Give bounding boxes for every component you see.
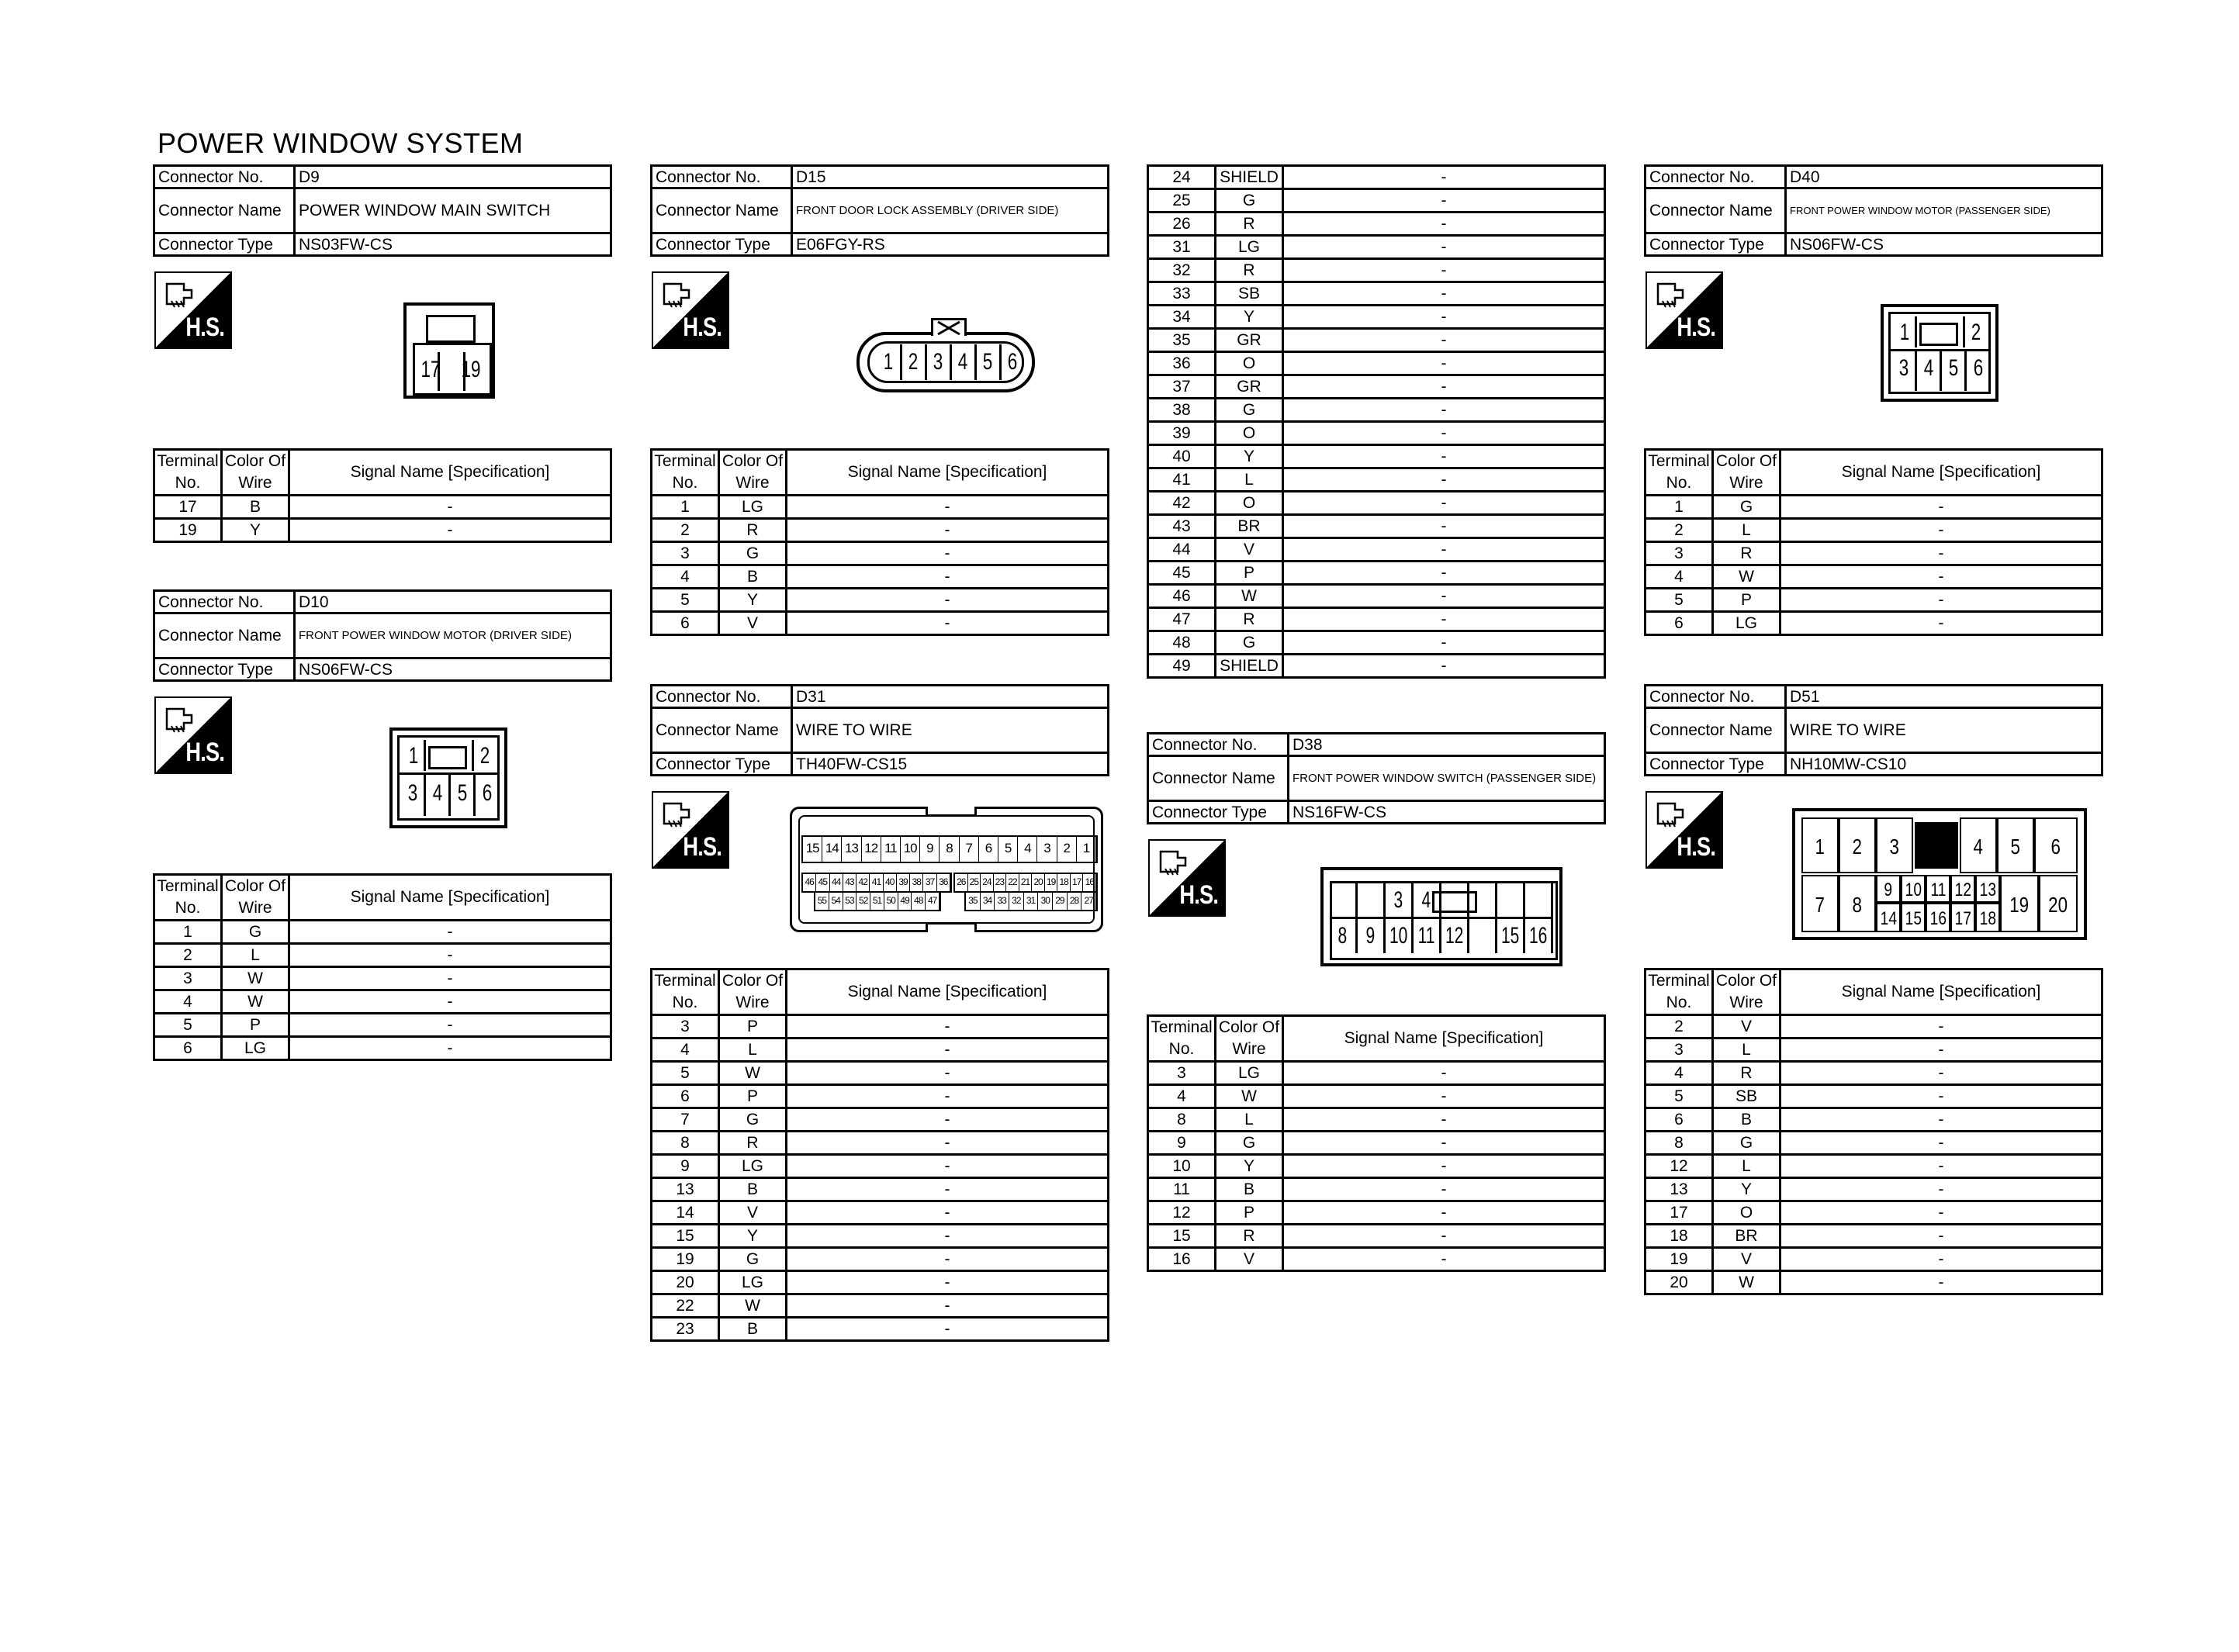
d15-pin: 2 (908, 349, 919, 375)
d31-pin: 55 (815, 893, 829, 910)
d31-pin: 34 (981, 893, 995, 910)
d31-pin: 11 (881, 837, 901, 862)
d15-pin: 5 (982, 349, 993, 375)
d15-connector-type: E06FGY-RS (792, 233, 1109, 256)
table-row: 8 G - (1646, 1132, 2102, 1155)
table-row: 15 R - (1148, 1225, 1605, 1248)
table-row: 1 G - (154, 921, 611, 944)
d40-pin: 3 (1898, 355, 1909, 381)
d51-pin: 8 (1839, 875, 1876, 932)
color-header: Color Of Wire (1216, 1016, 1283, 1062)
d38-empty-cavity (1497, 883, 1525, 918)
d31-pin: 41 (870, 874, 883, 891)
d31-pin: 27 (1081, 893, 1096, 910)
d15-terminal-table (650, 448, 1109, 636)
table-row: 41 L - (1148, 468, 1605, 492)
signal-header: Signal Name [Specification] (289, 875, 611, 921)
d38-key (1441, 883, 1469, 918)
connector-type-label: Connector Type (1646, 233, 1786, 256)
page-title: POWER WINDOW SYSTEM (157, 127, 524, 159)
table-row: 19 G - (652, 1248, 1109, 1271)
d15-connector-name: FRONT DOOR LOCK ASSEMBLY (DRIVER SIDE) (792, 188, 1109, 233)
d38-pin: 4 (1414, 883, 1441, 918)
table-row: 12 L - (1646, 1155, 2102, 1178)
harness-side-icon: H.S. (154, 696, 232, 774)
d31-terminal-table-continued (1147, 164, 1606, 679)
d9-connector-name: POWER WINDOW MAIN SWITCH (295, 188, 611, 233)
connector-no-label: Connector No. (652, 686, 792, 708)
d38-pin: 11 (1414, 919, 1441, 953)
d51-pin: 18 (1975, 903, 2000, 932)
d40-connector-face (1881, 304, 1998, 402)
d51-terminal-table (1644, 968, 2103, 1295)
table-row: 4 R - (1646, 1062, 2102, 1085)
d51-header (1644, 684, 2103, 776)
d38-pin: 15 (1497, 919, 1525, 953)
d31-pin: 32 (1009, 893, 1024, 910)
d31-pin: 26 (955, 874, 968, 891)
d31-pin: 33 (995, 893, 1009, 910)
table-row: 13 Y - (1646, 1178, 2102, 1201)
d51-connector-face (1792, 808, 2087, 940)
table-row: 2 L - (1646, 519, 2102, 542)
d31-pin: 37 (923, 874, 936, 891)
color-header: Color Of Wire (719, 969, 787, 1015)
table-row: 25 G - (1148, 189, 1605, 213)
table-row: 35 GR - (1148, 329, 1605, 352)
table-row: 12 P - (1148, 1201, 1605, 1225)
d40-pin: 1 (1899, 320, 1910, 345)
connector-name-label: Connector Name (1148, 756, 1289, 801)
d31-pin: 12 (862, 837, 881, 862)
connector-type-label: Connector Type (652, 753, 792, 776)
table-row: 49 SHIELD - (1148, 655, 1605, 678)
table-row: 17 B - (154, 496, 611, 519)
d31-pin: 14 (822, 837, 842, 862)
table-row: 26 R - (1148, 213, 1605, 236)
d31-pin: 2 (1057, 837, 1077, 862)
connector-name-label: Connector Name (1646, 708, 1786, 753)
harness-side-icon: H.S. (652, 271, 729, 349)
table-row: 40 Y - (1148, 445, 1605, 468)
table-row: 13 B - (652, 1178, 1109, 1201)
d31-pin: 44 (830, 874, 843, 891)
d31-pin: 13 (842, 837, 861, 862)
d31-pin: 8 (940, 837, 959, 862)
d40-terminal-table (1644, 448, 2103, 636)
d40-pin: 5 (1948, 355, 1959, 381)
d31-pin: 42 (856, 874, 870, 891)
d9-connector-no: D9 (295, 166, 611, 188)
d51-pin: 14 (1876, 903, 1901, 932)
signal-header: Signal Name [Specification] (787, 450, 1109, 496)
d51-pin: 19 (2000, 875, 2039, 932)
d38-pin: 12 (1441, 919, 1469, 953)
table-row: 6 LG - (1646, 612, 2102, 635)
table-row: 23 B - (652, 1318, 1109, 1341)
d51-pin: 2 (1839, 817, 1876, 873)
table-row: 15 Y - (652, 1225, 1109, 1248)
d15-pin: 6 (1007, 349, 1018, 375)
table-row: 39 O - (1148, 422, 1605, 445)
table-row: 20 LG - (652, 1271, 1109, 1294)
d31-pin: 51 (870, 893, 884, 910)
connector-type-label: Connector Type (1148, 801, 1289, 824)
table-row: 4 W - (1646, 565, 2102, 589)
table-row: 31 LG - (1148, 236, 1605, 259)
table-row: 48 G - (1148, 631, 1605, 655)
connector-type-label: Connector Type (652, 233, 792, 256)
d31-pin: 50 (884, 893, 898, 910)
d31-pin: 24 (981, 874, 994, 891)
d31-pin: 18 (1057, 874, 1071, 891)
table-row: 45 P - (1148, 562, 1605, 585)
d38-connector-face (1320, 867, 1562, 966)
d31-pin: 52 (856, 893, 870, 910)
signal-header: Signal Name [Specification] (787, 969, 1109, 1015)
color-header: Color Of Wire (1713, 450, 1780, 496)
d51-pin: 9 (1876, 875, 1901, 903)
d51-pin: 7 (1801, 875, 1839, 932)
harness-side-icon: H.S. (1148, 839, 1226, 917)
d31-pin-row-bottom-right (964, 891, 1098, 911)
table-row: 14 V - (652, 1201, 1109, 1225)
connector-type-label: Connector Type (154, 233, 295, 256)
d10-pin: 3 (407, 780, 418, 806)
d31-pin: 7 (960, 837, 979, 862)
d40-pin: 2 (1971, 320, 1981, 345)
d31-pin: 45 (816, 874, 829, 891)
table-row: 20 W - (1646, 1271, 2102, 1294)
table-row: 6 V - (652, 612, 1109, 635)
table-row: 3 R - (1646, 542, 2102, 565)
table-row: 42 O - (1148, 492, 1605, 515)
d31-connector-face (790, 807, 1103, 932)
d31-pin: 30 (1038, 893, 1053, 910)
table-row: 47 R - (1148, 608, 1605, 631)
table-row: 4 L - (652, 1039, 1109, 1062)
table-row: 8 L - (1148, 1108, 1605, 1132)
harness-side-icon: H.S. (154, 271, 232, 349)
d40-connector-no: D40 (1786, 166, 2102, 188)
d51-pin: 12 (1950, 875, 1975, 903)
d38-connector-no: D38 (1289, 734, 1605, 756)
d31-pin-row-top (801, 835, 1098, 863)
d31-pin: 6 (979, 837, 998, 862)
d51-connector-no: D51 (1786, 686, 2102, 708)
d51-pin: 1 (1801, 817, 1839, 873)
d10-pin: 2 (479, 743, 490, 769)
table-row: 3 L - (1646, 1039, 2102, 1062)
d31-pin: 10 (901, 837, 920, 862)
table-row: 19 Y - (154, 519, 611, 542)
d38-pin: 16 (1525, 919, 1553, 953)
d31-pin: 49 (898, 893, 912, 910)
d31-pin: 46 (803, 874, 816, 891)
table-row: 22 W - (652, 1294, 1109, 1318)
table-row: 10 Y - (1148, 1155, 1605, 1178)
table-row: 5 P - (1646, 589, 2102, 612)
d31-pin: 25 (968, 874, 981, 891)
connector-type-label: Connector Type (1646, 753, 1786, 776)
d9-connector-face (403, 302, 495, 399)
d9-connector-type: NS03FW-CS (295, 233, 611, 256)
d31-pin: 40 (884, 874, 897, 891)
color-header: Color Of Wire (222, 875, 289, 921)
table-row: 3 P - (652, 1015, 1109, 1039)
terminal-header: Terminal No. (1646, 450, 1713, 496)
d31-pin: 22 (1006, 874, 1019, 891)
table-row: 46 W - (1148, 585, 1605, 608)
d51-pin: 17 (1950, 903, 1975, 932)
d40-pin: 4 (1923, 355, 1934, 381)
d51-connector-type: NH10MW-CS10 (1786, 753, 2102, 776)
connector-no-label: Connector No. (1646, 686, 1786, 708)
table-row: 32 R - (1148, 259, 1605, 282)
d31-pin: 43 (843, 874, 856, 891)
table-row: 38 G - (1148, 399, 1605, 422)
color-header: Color Of Wire (222, 450, 289, 496)
d38-terminal-table (1147, 1014, 1606, 1272)
d15-pin: 3 (933, 349, 943, 375)
harness-side-icon: H.S. (1646, 791, 1723, 869)
signal-header: Signal Name [Specification] (289, 450, 611, 496)
d51-pin: 13 (1975, 875, 2000, 903)
d10-pin: 4 (432, 780, 443, 806)
table-row: 18 BR - (1646, 1225, 2102, 1248)
table-row: 16 V - (1148, 1248, 1605, 1271)
d15-connector-face (856, 332, 1035, 392)
d31-pin: 21 (1019, 874, 1033, 891)
d31-pin: 35 (966, 893, 981, 910)
table-row: 3 LG - (1148, 1062, 1605, 1085)
connector-no-label: Connector No. (1148, 734, 1289, 756)
table-row: 4 W - (154, 990, 611, 1014)
table-row: 37 GR - (1148, 375, 1605, 399)
table-row: 2 R - (652, 519, 1109, 542)
connector-no-label: Connector No. (154, 166, 295, 188)
table-row: 5 W - (652, 1062, 1109, 1085)
d10-pin: 1 (408, 743, 419, 769)
d31-pin-row-mid-right (953, 873, 1098, 893)
d31-pin: 4 (1018, 837, 1037, 862)
table-row: 4 W - (1148, 1085, 1605, 1108)
d31-pin: 36 (937, 874, 950, 891)
d31-pin: 39 (897, 874, 910, 891)
d31-connector-no: D31 (792, 686, 1109, 708)
d10-connector-type: NS06FW-CS (295, 658, 611, 681)
table-row: 9 LG - (652, 1155, 1109, 1178)
table-row: 1 LG - (652, 496, 1109, 519)
d40-pin: 6 (1973, 355, 1984, 381)
d38-empty-cavity (1330, 883, 1358, 918)
harness-side-icon: H.S. (1646, 271, 1723, 349)
connector-name-label: Connector Name (154, 188, 295, 233)
d51-pin: 10 (1901, 875, 1926, 903)
d31-pin: 53 (843, 893, 857, 910)
d9-terminal-table (153, 448, 612, 543)
d51-connector-name: WIRE TO WIRE (1786, 708, 2102, 753)
signal-header: Signal Name [Specification] (1283, 1016, 1605, 1062)
d31-pin: 54 (829, 893, 843, 910)
terminal-header: Terminal No. (652, 969, 719, 1015)
d31-pin: 19 (1045, 874, 1058, 891)
d10-connector-name: FRONT POWER WINDOW MOTOR (DRIVER SIDE) (295, 613, 611, 658)
d51-pin: 3 (1876, 817, 1913, 873)
table-row: 5 SB - (1646, 1085, 2102, 1108)
d15-header (650, 164, 1109, 257)
d31-pin: 23 (994, 874, 1007, 891)
table-row: 24 SHIELD - (1148, 166, 1605, 189)
table-row: 5 P - (154, 1014, 611, 1037)
d31-pin: 5 (998, 837, 1018, 862)
table-row: 9 G - (1148, 1132, 1605, 1155)
d38-header (1147, 732, 1606, 824)
d31-header (650, 684, 1109, 776)
table-row: 8 R - (652, 1132, 1109, 1155)
table-row: 36 O - (1148, 352, 1605, 375)
d40-connector-name: FRONT POWER WINDOW MOTOR (PASSENGER SIDE) (1786, 188, 2102, 233)
d31-pin: 1 (1077, 837, 1096, 862)
d51-pin: 20 (2039, 875, 2078, 932)
table-row: 43 BR - (1148, 515, 1605, 538)
d31-pin: 20 (1032, 874, 1045, 891)
d31-pin: 48 (912, 893, 926, 910)
d31-terminal-table (650, 968, 1109, 1342)
table-row: 6 B - (1646, 1108, 2102, 1132)
d10-terminal-table (153, 873, 612, 1061)
connector-no-label: Connector No. (154, 591, 295, 613)
d31-pin: 31 (1024, 893, 1039, 910)
d31-connector-name: WIRE TO WIRE (792, 708, 1109, 753)
d38-empty-cavity (1358, 883, 1386, 918)
d9-pin: 19 (461, 357, 481, 382)
d31-pin: 3 (1037, 837, 1057, 862)
terminal-header: Terminal No. (1646, 969, 1713, 1015)
table-row: 33 SB - (1148, 282, 1605, 306)
table-row: 6 P - (652, 1085, 1109, 1108)
table-row: 7 G - (652, 1108, 1109, 1132)
d10-pin: 6 (482, 780, 493, 806)
table-row: 3 W - (154, 967, 611, 990)
connector-name-label: Connector Name (154, 613, 295, 658)
d15-pin: 1 (883, 349, 894, 375)
table-row: 19 V - (1646, 1248, 2102, 1271)
terminal-header: Terminal No. (1148, 1016, 1216, 1062)
d38-pin: 3 (1386, 883, 1414, 918)
d31-pin: 28 (1068, 893, 1082, 910)
color-header: Color Of Wire (719, 450, 787, 496)
table-row: 4 B - (652, 565, 1109, 589)
d10-connector-no: D10 (295, 591, 611, 613)
d51-pin: 16 (1926, 903, 1950, 932)
d9-header (153, 164, 612, 257)
table-row: 6 LG - (154, 1037, 611, 1060)
connector-no-label: Connector No. (1646, 166, 1786, 188)
connector-name-label: Connector Name (652, 188, 792, 233)
table-row: 44 V - (1148, 538, 1605, 562)
table-row: 5 Y - (652, 589, 1109, 612)
terminal-header: Terminal No. (154, 875, 222, 921)
connector-name-label: Connector Name (652, 708, 792, 753)
terminal-header: Terminal No. (154, 450, 222, 496)
d40-header (1644, 164, 2103, 257)
d38-pin: 8 (1330, 919, 1358, 953)
table-row: 1 G - (1646, 496, 2102, 519)
signal-header: Signal Name [Specification] (1780, 969, 2102, 1015)
d15-pin: 4 (957, 349, 968, 375)
d31-pin: 47 (926, 893, 940, 910)
d38-connector-type: NS16FW-CS (1289, 801, 1605, 824)
table-row: 3 G - (652, 542, 1109, 565)
connector-name-label: Connector Name (1646, 188, 1786, 233)
d38-connector-name: FRONT POWER WINDOW SWITCH (PASSENGER SIDE) (1289, 756, 1605, 801)
d38-pin: 10 (1386, 919, 1414, 953)
d51-pin: 5 (1997, 817, 2034, 873)
harness-side-icon: H.S. (652, 791, 729, 869)
table-row: 34 Y - (1148, 306, 1605, 329)
d31-pin: 9 (920, 837, 940, 862)
d51-pin: 4 (1960, 817, 1997, 873)
d10-connector-face (389, 728, 507, 828)
d51-pin: 11 (1926, 875, 1950, 903)
d38-empty-cavity (1469, 919, 1497, 953)
signal-header: Signal Name [Specification] (1780, 450, 2102, 496)
table-row: 17 O - (1646, 1201, 2102, 1225)
d9-pin: 17 (420, 357, 441, 382)
d31-pin: 17 (1071, 874, 1084, 891)
d31-pin: 38 (910, 874, 923, 891)
d31-pin: 29 (1053, 893, 1068, 910)
table-row: 2 L - (154, 944, 611, 967)
d51-pin: 15 (1901, 903, 1926, 932)
d38-pin: 9 (1358, 919, 1386, 953)
d51-key-block (1915, 822, 1958, 869)
d10-pin: 5 (457, 780, 468, 806)
d31-pin: 15 (803, 837, 822, 862)
d40-connector-type: NS06FW-CS (1786, 233, 2102, 256)
terminal-header: Terminal No. (652, 450, 719, 496)
d31-pin: 16 (1083, 874, 1096, 891)
d38-empty-cavity (1469, 883, 1497, 918)
d38-empty-cavity (1525, 883, 1553, 918)
connector-no-label: Connector No. (652, 166, 792, 188)
table-row: 11 B - (1148, 1178, 1605, 1201)
d31-pin-row-mid-left (801, 873, 952, 893)
d10-header (153, 589, 612, 682)
d15-connector-no: D15 (792, 166, 1109, 188)
d51-pin: 6 (2034, 817, 2078, 873)
color-header: Color Of Wire (1713, 969, 1780, 1015)
d31-connector-type: TH40FW-CS15 (792, 753, 1109, 776)
d31-pin-row-bottom-left (814, 891, 941, 911)
connector-type-label: Connector Type (154, 658, 295, 681)
table-row: 2 V - (1646, 1015, 2102, 1039)
